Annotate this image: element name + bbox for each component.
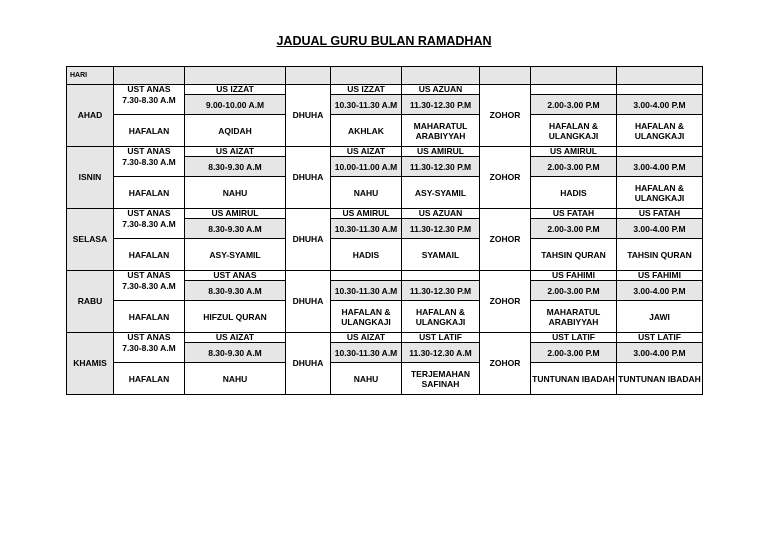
time-cell: 11.30-12.30 P.M <box>402 157 480 177</box>
subject-cell: HAFALAN & ULANGKAJI <box>402 301 480 333</box>
zohor-cell: ZOHOR <box>480 209 531 271</box>
time-cell: 2.00-3.00 P.M <box>531 219 617 239</box>
teacher-row <box>67 333 703 343</box>
subject-cell: JAWI <box>617 301 703 333</box>
subject-cell: TAHSIN QURAN <box>617 239 703 271</box>
subject-cell: AKHLAK <box>331 115 402 147</box>
teacher-cell: US IZZAT <box>331 85 402 95</box>
subject-cell: HAFALAN <box>114 239 185 271</box>
time-cell: 10.30-11.30 A.M <box>331 281 402 301</box>
teacher-cell: US AZUAN <box>402 209 480 219</box>
subject-cell: HAFALAN & ULANGKAJI <box>331 301 402 333</box>
time-cell: 7.30-8.30 A.M <box>114 219 185 239</box>
subject-cell: HAFALAN & ULANGKAJI <box>617 177 703 209</box>
time-cell: 11.30-12.30 P.M <box>402 281 480 301</box>
time-cell: 11.30-12.30 A.M <box>402 343 480 363</box>
page-title: JADUAL GURU BULAN RAMADHAN <box>276 34 492 48</box>
teacher-cell: US FATAH <box>531 209 617 219</box>
subject-cell: MAHARATUL ARABIYYAH <box>402 115 480 147</box>
teacher-cell: US AIZAT <box>331 147 402 157</box>
teacher-cell: UST ANAS <box>185 271 286 281</box>
teacher-row <box>67 271 703 281</box>
zohor-cell: ZOHOR <box>480 147 531 209</box>
teacher-cell <box>617 85 703 95</box>
teacher-cell: US AIZAT <box>331 333 402 343</box>
time-cell: 8.30-9.30 A.M <box>185 281 286 301</box>
subject-cell: HAFALAN <box>114 363 185 395</box>
subject-cell: HAFALAN <box>114 301 185 333</box>
teacher-cell <box>617 147 703 157</box>
subject-row <box>67 301 703 333</box>
day-cell: ISNIN <box>67 147 114 209</box>
time-cell: 9.00-10.00 A.M <box>185 95 286 115</box>
teacher-cell: UST LATIF <box>402 333 480 343</box>
time-cell: 7.30-8.30 A.M <box>114 343 185 363</box>
time-cell: 10.30-11.30 A.M <box>331 95 402 115</box>
time-cell: 10.30-11.30 A.M <box>331 343 402 363</box>
dhuha-cell: DHUHA <box>286 85 331 147</box>
day-cell: KHAMIS <box>67 333 114 395</box>
teacher-cell: US AMIRUL <box>402 147 480 157</box>
dhuha-cell: DHUHA <box>286 147 331 209</box>
time-cell: 10.30-11.30 A.M <box>331 219 402 239</box>
time-cell: 7.30-8.30 A.M <box>114 281 185 301</box>
time-row <box>67 157 703 177</box>
teacher-cell: US FAHIMI <box>617 271 703 281</box>
teacher-cell: US AZUAN <box>402 85 480 95</box>
subject-cell: HIFZUL QURAN <box>185 301 286 333</box>
zohor-cell: ZOHOR <box>480 271 531 333</box>
time-cell: 2.00-3.00 P.M <box>531 157 617 177</box>
header-cell <box>480 67 531 85</box>
teacher-cell: UST ANAS <box>114 333 185 343</box>
time-cell: 8.30-9.30 A.M <box>185 343 286 363</box>
teacher-cell: US AMIRUL <box>331 209 402 219</box>
header-cell <box>331 67 402 85</box>
subject-cell: TUNTUNAN IBADAH <box>531 363 617 395</box>
subject-cell: HADIS <box>331 239 402 271</box>
teacher-cell: UST ANAS <box>114 85 185 95</box>
dhuha-cell: DHUHA <box>286 333 331 395</box>
day-cell: AHAD <box>67 85 114 147</box>
header-cell <box>617 67 703 85</box>
subject-cell: NAHU <box>331 363 402 395</box>
teacher-cell: US AIZAT <box>185 147 286 157</box>
subject-cell: TAHSIN QURAN <box>531 239 617 271</box>
subject-cell: ASY-SYAMIL <box>185 239 286 271</box>
time-cell: 2.00-3.00 P.M <box>531 95 617 115</box>
subject-cell: SYAMAIL <box>402 239 480 271</box>
subject-cell: HAFALAN & ULANGKAJI <box>617 115 703 147</box>
subject-cell: AQIDAH <box>185 115 286 147</box>
time-cell: 3.00-4.00 P.M <box>617 157 703 177</box>
hari-header: HARI <box>67 67 114 85</box>
subject-cell: NAHU <box>331 177 402 209</box>
header-cell <box>402 67 480 85</box>
time-row <box>67 281 703 301</box>
time-row <box>67 95 703 115</box>
time-cell: 7.30-8.30 A.M <box>114 95 185 115</box>
time-cell: 3.00-4.00 P.M <box>617 343 703 363</box>
schedule-table <box>66 66 703 395</box>
teacher-cell: UST ANAS <box>114 147 185 157</box>
teacher-row <box>67 147 703 157</box>
teacher-cell <box>402 271 480 281</box>
time-cell: 3.00-4.00 P.M <box>617 219 703 239</box>
time-row <box>67 219 703 239</box>
subject-cell: HAFALAN <box>114 115 185 147</box>
dhuha-cell: DHUHA <box>286 209 331 271</box>
header-cell <box>185 67 286 85</box>
time-cell: 11.30-12.30 P.M <box>402 219 480 239</box>
teacher-cell: US AMIRUL <box>185 209 286 219</box>
subject-cell: HAFALAN & ULANGKAJI <box>531 115 617 147</box>
time-row <box>67 343 703 363</box>
teacher-cell: US AIZAT <box>185 333 286 343</box>
subject-cell: MAHARATUL ARABIYYAH <box>531 301 617 333</box>
subject-cell: NAHU <box>185 177 286 209</box>
teacher-cell: UST LATIF <box>617 333 703 343</box>
subject-cell: ASY-SYAMIL <box>402 177 480 209</box>
teacher-cell: UST ANAS <box>114 209 185 219</box>
teacher-cell: UST LATIF <box>531 333 617 343</box>
time-cell: 8.30-9.30 A.M <box>185 219 286 239</box>
subject-row <box>67 115 703 147</box>
time-cell: 10.00-11.00 A.M <box>331 157 402 177</box>
teacher-cell: US IZZAT <box>185 85 286 95</box>
time-cell: 7.30-8.30 A.M <box>114 157 185 177</box>
teacher-cell: US FATAH <box>617 209 703 219</box>
zohor-cell: ZOHOR <box>480 333 531 395</box>
day-cell: SELASA <box>67 209 114 271</box>
subject-cell: HAFALAN <box>114 177 185 209</box>
subject-cell: NAHU <box>185 363 286 395</box>
time-cell: 3.00-4.00 P.M <box>617 95 703 115</box>
time-cell: 2.00-3.00 P.M <box>531 343 617 363</box>
subject-cell: HADIS <box>531 177 617 209</box>
teacher-row <box>67 209 703 219</box>
teacher-cell: US FAHIMI <box>531 271 617 281</box>
teacher-cell: UST ANAS <box>114 271 185 281</box>
teacher-row <box>67 85 703 95</box>
time-cell: 11.30-12.30 P.M <box>402 95 480 115</box>
time-cell: 2.00-3.00 P.M <box>531 281 617 301</box>
time-cell: 3.00-4.00 P.M <box>617 281 703 301</box>
subject-cell: TUNTUNAN IBADAH <box>617 363 703 395</box>
teacher-cell: US AMIRUL <box>531 147 617 157</box>
header-row <box>67 67 703 85</box>
day-cell: RABU <box>67 271 114 333</box>
dhuha-cell: DHUHA <box>286 271 331 333</box>
header-cell <box>286 67 331 85</box>
subject-row <box>67 177 703 209</box>
subject-cell: TERJEMAHAN SAFINAH <box>402 363 480 395</box>
header-cell <box>531 67 617 85</box>
teacher-cell <box>331 271 402 281</box>
header-cell <box>114 67 185 85</box>
time-cell: 8.30-9.30 A.M <box>185 157 286 177</box>
teacher-cell <box>531 85 617 95</box>
subject-row <box>67 363 703 395</box>
zohor-cell: ZOHOR <box>480 85 531 147</box>
subject-row <box>67 239 703 271</box>
